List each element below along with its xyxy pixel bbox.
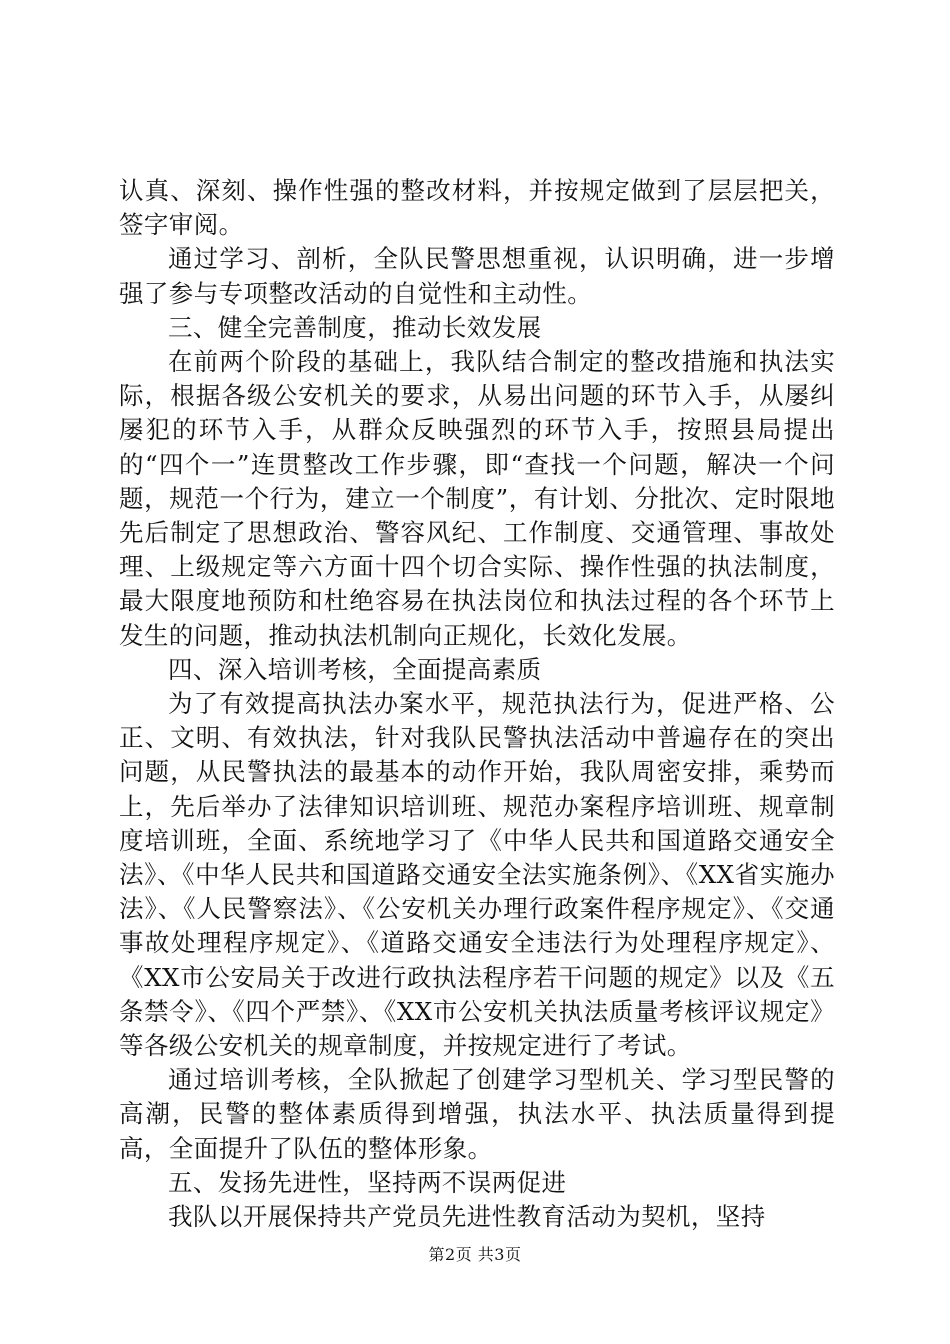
paragraph-4: 在前两个阶段的基础上，我队结合制定的整改措施和执法实际，根据各级公安机关的要求，从易出问题的环节入手，从屡纠屡犯的环节入手，从群众反映强烈的环节入手，按照县局提出的“四个一”连贯整改工作步骤，即“查找一个问题，解决一个问题，规范一个行为，建立一个制度”，有计划、分批次、定时限地先后制定了思想政治、警容风纪、工作制度、交通管理、事故处理、上级规定等六方面十四个切合实际、操作性强的执法制度，最大限度地预防和杜绝容易在执法岗位和执法过程的各个环节上发生的问题，推动执法机制向正规化，长效化发展。 [119, 347, 835, 650]
section-heading-3: 三、健全完善制度，推动长效发展 [168, 312, 542, 342]
document-body [119, 174, 835, 1234]
paragraph-9: 我队以开展保持共产党员先进性教育活动为契机，坚持 [168, 1202, 766, 1232]
section-heading-4: 四、深入培训考核，全面提高素质 [168, 654, 542, 684]
paragraph-7: 通过培训考核，全队掀起了创建学习型机关、学习型民警的高潮，民警的整体素质得到增强，执法水平、执法质量得到提高，全面提升了队伍的整体形象。 [119, 1065, 835, 1163]
page-footer: 第2页 共3页 [428, 1245, 522, 1264]
paragraph-6: 为了有效提高执法办案水平，规范执法行为，促进严格、公正、文明、有效执法，针对我队民警执法活动中普遍存在的突出问题，从民警执法的最基本的动作开始，我队周密安排，乘势而上，先后举办了法律知识培训班、规范办案程序培训班、规章制度培训班，全面、系统地学习了《中华人民共和国道路交通安全法》、《中华人民共和国道路交通安全法实施条例》、《XX省实施办法》、《人民警察法》、《公安机关办理行政案件程序规定》、《交通事故处理程序规定》、《道路交通安全违法行为处理程序规定》、《XX市公安局关于改进行政执法程序若干问题的规定》以及《五条禁令》、《四个严禁》、《XX市公安机关执法质量考核评议规定》等各级公安机关的规章制度，并按规定进行了考试。 [119, 689, 835, 1061]
section-heading-5: 五、发扬先进性，坚持两不误两促进 [168, 1167, 567, 1197]
paragraph-2: 通过学习、剖析，全队民警思想重视，认识明确，进一步增强了参与专项整改活动的自觉性和主动性。 [119, 244, 835, 308]
paragraph-1: 认真、深刻、操作性强的整改材料，并按规定做到了层层把关，签字审阅。 [119, 176, 835, 240]
